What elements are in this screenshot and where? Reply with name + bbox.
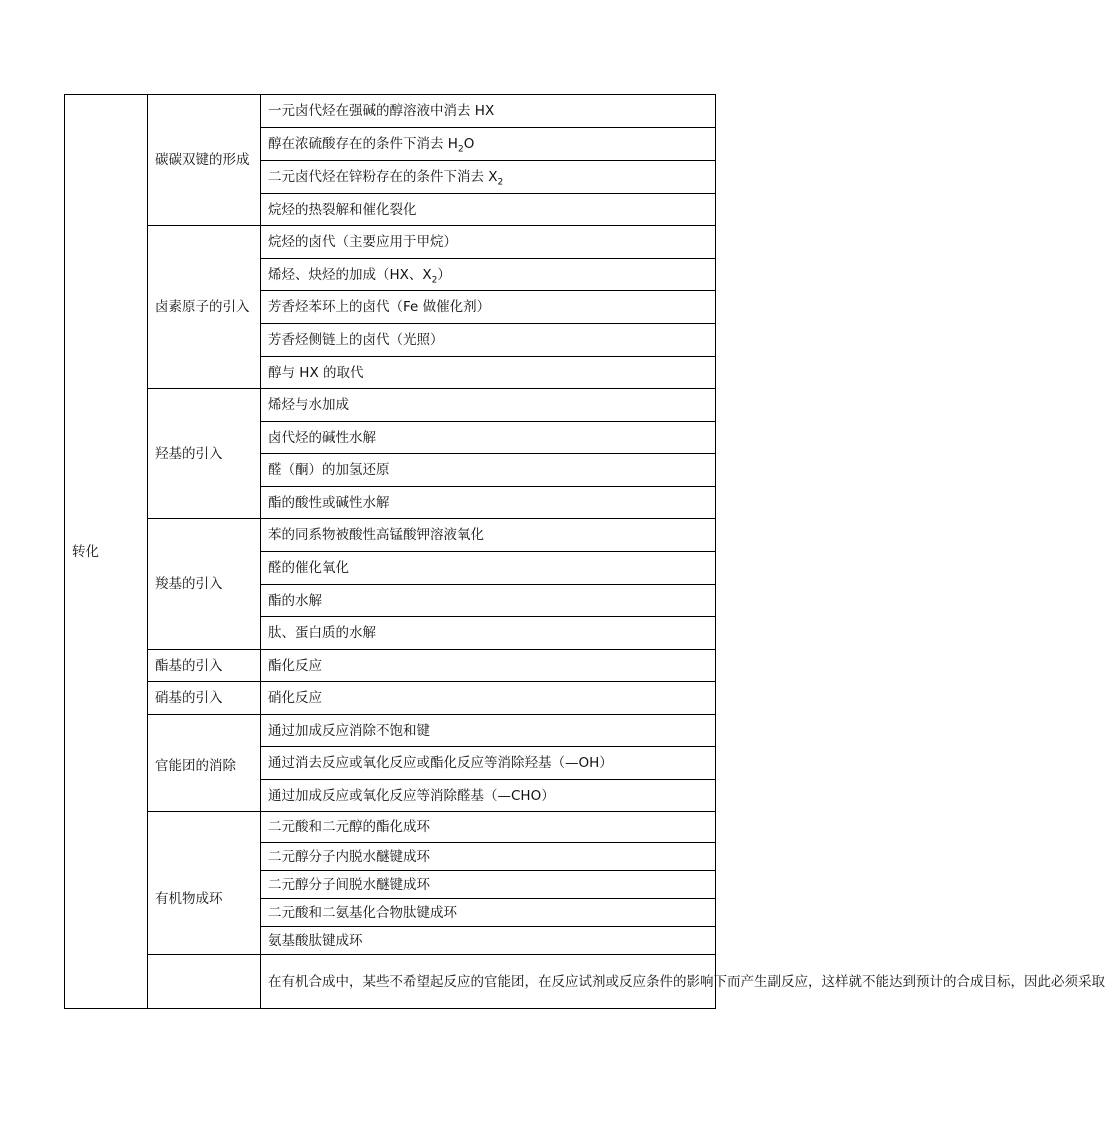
item-cell: 二元醇分子间脱水醚键成环 (261, 871, 716, 899)
item-cell: 氨基酸肽键成环 (261, 927, 716, 955)
table-row (65, 682, 716, 715)
item-cell: 酯化反应 (261, 650, 716, 682)
item-cell: 硝化反应 (261, 682, 716, 715)
item-cell: 醇与 HX 的取代 (261, 357, 716, 389)
item-cell: 芳香烃苯环上的卤代（Fe 做催化剂） (261, 291, 716, 324)
item-cell: 通过消去反应或氧化反应或酯化反应等消除羟基（—OH） (261, 747, 716, 780)
item-cell: 醛的催化氧化 (261, 552, 716, 585)
table-row (65, 955, 716, 1009)
category-cell: 转化 (65, 95, 148, 1009)
subscript: 2 (497, 177, 504, 188)
subscript: 2 (431, 275, 438, 286)
group-name-cell: 酯基的引入 (148, 650, 261, 682)
table-row (65, 650, 716, 682)
item-cell: 通过加成反应或氧化反应等消除醛基（—CHO） (261, 780, 716, 812)
item-text: 醇在浓硫酸存在的条件下消去 H (268, 136, 458, 152)
item-cell: 烷烃的热裂解和催化裂化 (261, 194, 716, 226)
item-text: 二元卤代烃在锌粉存在的条件下消去 X (268, 169, 498, 185)
group-name-cell: 碳碳双键的形成 (148, 95, 261, 226)
group-name-cell: 羟基的引入 (148, 389, 261, 519)
item-cell: 通过加成反应消除不饱和键 (261, 715, 716, 747)
item-text-tail: O (463, 136, 475, 152)
item-cell: 烷烃的卤代（主要应用于甲烷） (261, 226, 716, 259)
item-cell: 芳香烃侧链上的卤代（光照） (261, 324, 716, 357)
item-cell (261, 128, 716, 161)
item-cell: 在有机合成中，某些不希望起反应的官能团，在反应试剂或反应条件的影响下而产生副反应，这样就不能达到预计的合成目标，因此必须采取 (261, 955, 716, 1009)
group-name-cell: 卤素原子的引入 (148, 226, 261, 389)
group-name-cell (148, 955, 261, 1009)
item-cell (261, 259, 716, 291)
table-row (65, 95, 716, 128)
conversion-table (64, 94, 1105, 1009)
group-name-cell: 官能团的消除 (148, 715, 261, 812)
group-name-cell: 硝基的引入 (148, 682, 261, 715)
item-cell: 二元酸和二元醇的酯化成环 (261, 812, 716, 843)
item-text-tail: ） (437, 266, 451, 283)
table-row (65, 389, 716, 422)
item-cell: 卤代烃的碱性水解 (261, 422, 716, 454)
subscript: 2 (457, 144, 464, 155)
table-row (65, 226, 716, 259)
item-cell: 肽、蛋白质的水解 (261, 617, 716, 650)
item-cell: 酯的水解 (261, 585, 716, 617)
table-row (65, 519, 716, 552)
item-cell: 一元卤代烃在强碱的醇溶液中消去 HX (261, 95, 716, 128)
item-text: 烯烃、炔烃的加成（HX、X (268, 266, 432, 283)
item-cell: 醛（酮）的加氢还原 (261, 454, 716, 487)
item-cell (261, 161, 716, 194)
item-cell: 酯的酸性或碱性水解 (261, 487, 716, 519)
table-row (65, 812, 716, 843)
table-row (65, 715, 716, 747)
group-name-cell: 有机物成环 (148, 812, 261, 955)
item-cell: 二元酸和二氨基化合物肽键成环 (261, 899, 716, 927)
item-cell: 苯的同系物被酸性高锰酸钾溶液氧化 (261, 519, 716, 552)
item-cell: 烯烃与水加成 (261, 389, 716, 422)
group-name-cell: 羧基的引入 (148, 519, 261, 650)
item-cell: 二元醇分子内脱水醚键成环 (261, 843, 716, 871)
